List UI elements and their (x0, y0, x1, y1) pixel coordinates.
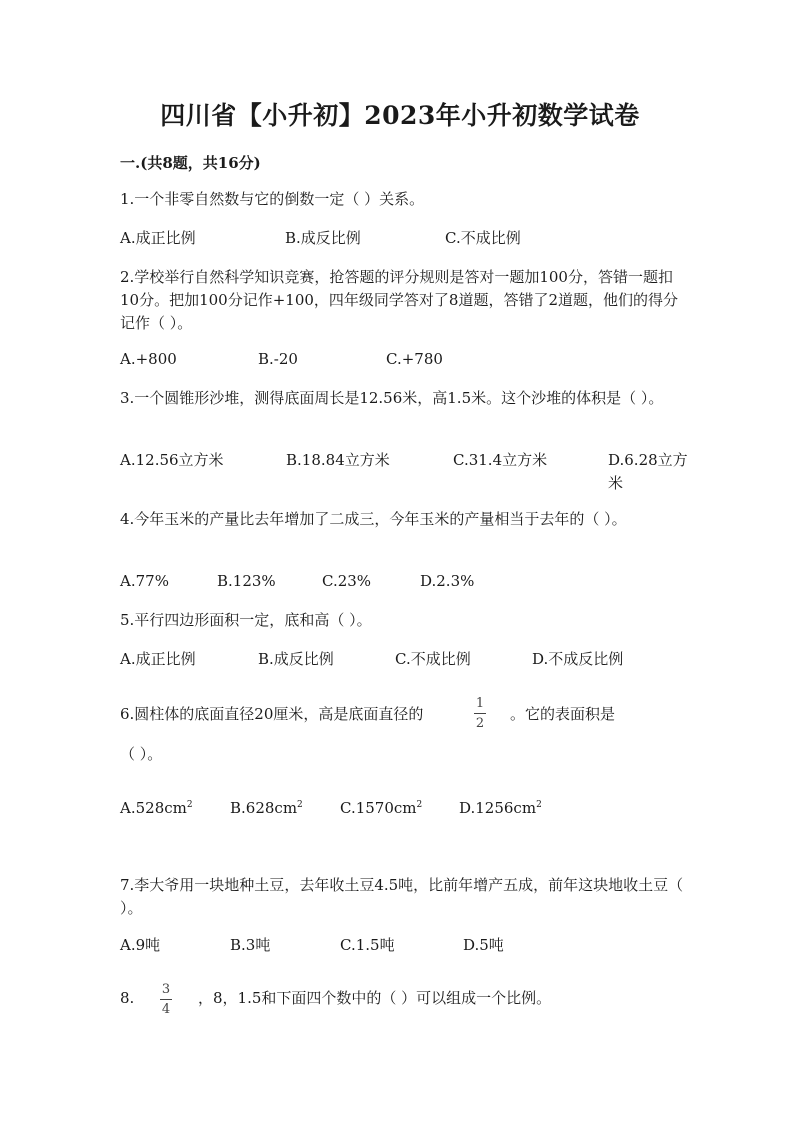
fraction-numerator: 3 (161, 982, 171, 997)
question-1: 1.一个非零自然数与它的倒数一定（ ）关系。 (120, 190, 425, 208)
question-6-text-after: 。它的表面积是 (510, 705, 616, 723)
option[interactable]: D.5吨 (463, 936, 504, 954)
option[interactable]: B.成反比例 (258, 650, 334, 668)
option[interactable]: $C.1570cm^2$ (340, 799, 423, 817)
option[interactable]: $A.528cm^2$ (120, 799, 193, 817)
fraction-bar (160, 999, 172, 1000)
option[interactable]: D.6.28立方米 (608, 451, 688, 492)
option[interactable]: $B.628cm^2$ (230, 799, 303, 817)
fraction-numerator: 1 (475, 696, 485, 711)
option[interactable]: B.-20 (258, 350, 298, 368)
fraction-denominator: 2 (475, 716, 485, 731)
option[interactable]: A.成正比例 (120, 229, 196, 247)
section-heading: 一.(共8题，共16分) (120, 154, 261, 172)
page-title: 四川省【小升初】2023年小升初数学试卷 (160, 101, 640, 130)
option[interactable]: A.成正比例 (120, 650, 196, 668)
option[interactable]: C.1.5吨 (340, 936, 395, 954)
question-5: 5.平行四边形面积一定，底和高（ ）。 (120, 611, 372, 629)
option[interactable]: A.9吨 (120, 936, 161, 954)
option[interactable]: A.+800 (120, 350, 177, 368)
option[interactable]: $D.1256cm^2$ (459, 799, 542, 817)
option[interactable]: D.2.3% (420, 572, 475, 590)
option[interactable]: B.123% (217, 572, 276, 590)
fraction-one-half (474, 696, 486, 731)
option[interactable]: A.77% (120, 572, 169, 590)
option[interactable]: C.不成比例 (445, 229, 521, 247)
option[interactable]: C.31.4立方米 (453, 451, 548, 469)
question-3: 3.一个圆锥形沙堆，测得底面周长是12.56米，高1.5米。这个沙堆的体积是（ ）。 (120, 389, 664, 407)
option[interactable]: A.12.56立方米 (120, 451, 224, 469)
fraction-denominator: 4 (161, 1002, 171, 1017)
option[interactable]: C.23% (322, 572, 372, 590)
option[interactable]: C.不成比例 (395, 650, 471, 668)
question-4: 4.今年玉米的产量比去年增加了二成三，今年玉米的产量相当于去年的（ ）。 (120, 510, 627, 528)
fraction-bar (474, 713, 486, 714)
question-8-text: ，8，1.5和下面四个数中的（ ）可以组成一个比例。 (198, 989, 552, 1007)
option[interactable]: D.不成反比例 (532, 650, 624, 668)
question-8-number: 8. (120, 989, 135, 1007)
question-6-line2: （ ）。 (120, 745, 163, 763)
option[interactable]: C.+780 (386, 350, 443, 368)
question-6-text: 6.圆柱体的底面直径20厘米，高是底面直径的 (120, 705, 424, 723)
fraction-three-quarters (160, 982, 172, 1017)
option[interactable]: B.18.84立方米 (286, 451, 390, 469)
option[interactable]: B.3吨 (230, 936, 271, 954)
option[interactable]: B.成反比例 (285, 229, 361, 247)
question-7: 7.李大爷用一块地种土豆，去年收土豆4.5吨，比前年增产五成，前年这块地收土豆（ ）。 (120, 876, 684, 917)
question-2: 2.学校举行自然科学知识竞赛，抢答题的评分规则是答对一题加100分，答错一题扣10分。把加100分记作+100，四年级同学答对了8道题，答错了2道题，他们的得分记作（ ）。 (120, 268, 679, 332)
